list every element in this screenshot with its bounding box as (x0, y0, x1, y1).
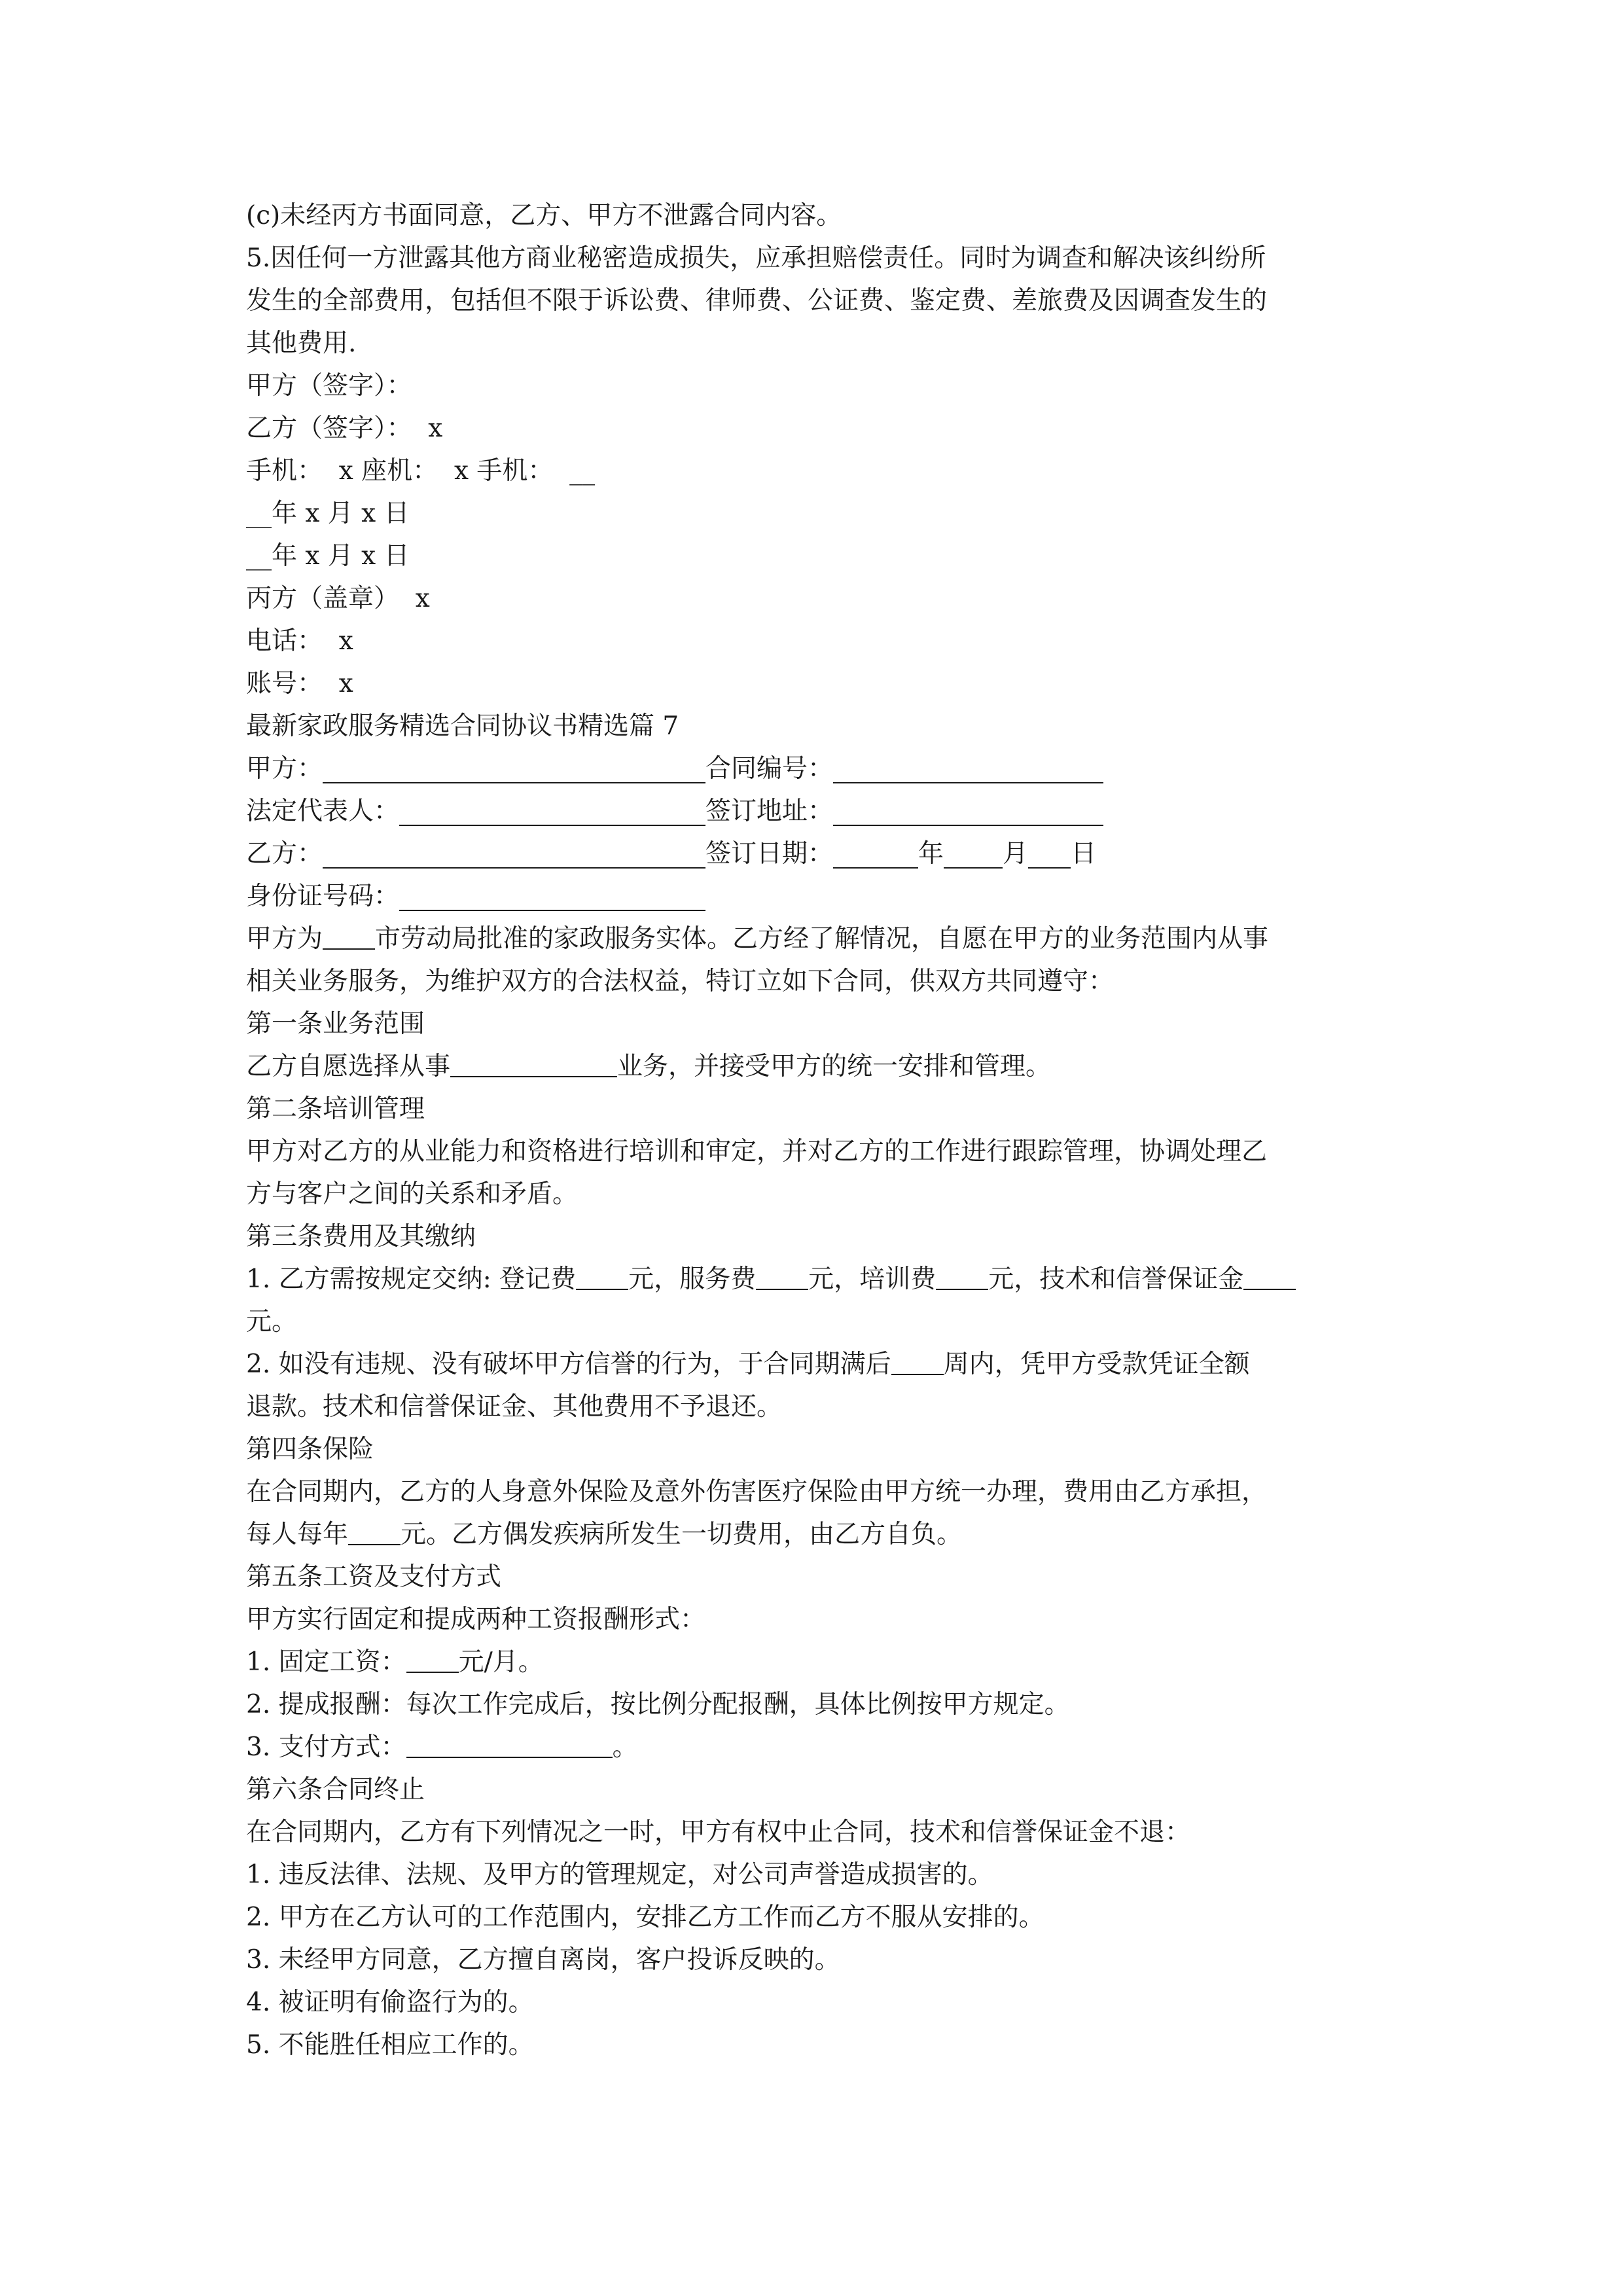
sign-address-label: 签订地址： (705, 797, 834, 826)
clause-5-line1: 5.因任何一方泄露其他方商业秘密造成损失，应承担赔偿责任。同时为调查和解决该纠纷所 (246, 243, 1266, 273)
article-5-line1: 甲方实行固定和提成两种工资报酬形式： (246, 1605, 706, 1634)
article-1-body (246, 1045, 1398, 1088)
article-6-intro: 在合同期内，乙方有下列情况之一时，甲方有权中止合同，技术和信誉保证金不退： (246, 1818, 1191, 1847)
party-a-label: 甲方： (246, 754, 323, 783)
account-line: 账号： x (246, 669, 353, 698)
refund-start: 2. 如没有违规、没有破坏甲方信誉的行为，于合同期满后 (246, 1350, 891, 1379)
document-page (246, 194, 1398, 2066)
party-a-signature: 甲方（签字）： (246, 371, 412, 401)
field-row-party-a (246, 747, 1398, 790)
section-title: 最新家政服务精选合同协议书精选篇 7 (246, 711, 679, 741)
payment-method-end: 。 (612, 1732, 638, 1762)
article-5-heading: 第五条工资及支付方式 (246, 1562, 502, 1592)
preamble-line1 (246, 918, 1398, 960)
fee-registration-label: 1. 乙方需按规定交纳: 登记费 (246, 1265, 577, 1294)
refund-rest: 周内，凭甲方受款凭证全额 (943, 1350, 1250, 1379)
article-2-line2: 方与客户之间的关系和矛盾。 (246, 1179, 579, 1209)
sign-date-label: 签订日期： (705, 839, 834, 869)
city-blank (323, 921, 375, 950)
clause-c: (c)未经丙方书面同意，乙方、甲方不泄露合同内容。 (246, 201, 842, 230)
insurance-rest: 元。乙方偶发疾病所发生一切费用，由乙方自负。 (401, 1520, 963, 1549)
insurance-start: 每人每年 (246, 1520, 349, 1549)
article-3-item2 (246, 1343, 1398, 1386)
sign-address-blank (833, 797, 1103, 826)
payment-method-label: 3. 支付方式： (246, 1732, 406, 1762)
telephone-line: 电话： x (246, 626, 353, 656)
party-c-seal: 丙方（盖章） x (246, 584, 430, 613)
id-number-label: 身份证号码： (246, 882, 400, 911)
fee-registration-blank (576, 1261, 628, 1290)
fee-service-blank (756, 1261, 808, 1290)
sign-year-blank (833, 840, 918, 869)
refund-weeks-blank (891, 1346, 944, 1375)
id-number-blank (399, 882, 705, 911)
article-1-start: 乙方自愿选择从事 (246, 1052, 451, 1081)
article-3-item1 (246, 1258, 1398, 1300)
sign-day-blank (1028, 840, 1071, 869)
legal-rep-blank (399, 797, 705, 826)
article-6-heading: 第六条合同终止 (246, 1775, 425, 1804)
fee-deposit-blank (1243, 1261, 1296, 1290)
preamble-line2: 相关业务服务，为维护双方的合法权益，特订立如下合同，供双方共同遵守： (246, 967, 1115, 996)
article-6-item2: 2. 甲方在乙方认可的工作范围内，安排乙方工作而乙方不服从安排的。 (246, 1903, 1044, 1932)
field-row-id-number (246, 875, 1398, 918)
fee-training-blank (936, 1261, 988, 1290)
party-b-blank (323, 840, 705, 869)
field-row-party-b (246, 833, 1398, 875)
article-2-line1: 甲方对乙方的从业能力和资格进行培训和审定，并对乙方的工作进行跟踪管理，协调处理乙 (246, 1137, 1268, 1166)
article-4-line1: 在合同期内，乙方的人身意外保险及意外伤害医疗保险由甲方统一办理，费用由乙方承担， (246, 1477, 1268, 1507)
article-5-item2: 2. 提成报酬：每次工作完成后，按比例分配报酬，具体比例按甲方规定。 (246, 1690, 1070, 1719)
month-label: 月 (1003, 839, 1029, 869)
article-6-item1: 1. 违反法律、法规、及甲方的管理规定，对公司声誉造成损害的。 (246, 1860, 993, 1890)
article-5-item1 (246, 1641, 1398, 1683)
article-6-item4: 4. 被证明有偷盗行为的。 (246, 1988, 534, 2017)
party-a-blank (323, 755, 705, 783)
legal-rep-label: 法定代表人： (246, 797, 400, 826)
fee-deposit-label: 元，技术和信誉保证金 (988, 1265, 1244, 1294)
phone-line: 手机： x 座机： x 手机： __ (246, 456, 596, 486)
fee-training-label: 元，培训费 (808, 1265, 936, 1294)
article-6-item3: 3. 未经甲方同意，乙方擅自离岗，客户投诉反映的。 (246, 1945, 840, 1975)
article-5-item3 (246, 1726, 1398, 1768)
year-label: 年 (918, 839, 944, 869)
article-1-heading: 第一条业务范围 (246, 1009, 425, 1039)
article-3-item2-end: 退款。技术和信誉保证金、其他费用不予退还。 (246, 1392, 783, 1422)
date-line-2: __年 x 月 x 日 (246, 541, 410, 571)
preamble-start: 甲方为 (246, 924, 323, 954)
fixed-wage-label: 1. 固定工资： (246, 1647, 406, 1677)
field-row-legal-rep (246, 790, 1398, 833)
preamble-rest: 市劳动局批准的家政服务实体。乙方经了解情况，自愿在甲方的业务范围内从事 (375, 924, 1269, 954)
insurance-blank (348, 1516, 401, 1545)
contract-no-label: 合同编号： (705, 754, 834, 783)
article-4-heading: 第四条保险 (246, 1435, 374, 1464)
article-6-item5: 5. 不能胜任相应工作的。 (246, 2030, 534, 2060)
clause-5-line3: 其他费用. (246, 329, 357, 358)
payment-method-blank (406, 1729, 613, 1758)
clause-5-line2: 发生的全部费用，包括但不限于诉讼费、律师费、公证费、鉴定费、差旅费及因调查发生的 (246, 286, 1268, 315)
article-2-heading: 第二条培训管理 (246, 1094, 425, 1124)
article-4-line2 (246, 1513, 1398, 1556)
contract-no-blank (833, 755, 1103, 783)
fixed-wage-unit: 元/月。 (458, 1647, 544, 1677)
party-b-signature: 乙方（签字）： x (246, 414, 443, 443)
party-b-label: 乙方： (246, 839, 323, 869)
day-label: 日 (1071, 839, 1097, 869)
article-3-heading: 第三条费用及其缴纳 (246, 1222, 476, 1251)
business-blank (450, 1049, 617, 1077)
date-line-1: __年 x 月 x 日 (246, 499, 410, 528)
fixed-wage-blank (406, 1644, 459, 1673)
fee-service-label: 元，服务费 (628, 1265, 757, 1294)
sign-month-blank (944, 840, 1003, 869)
article-3-item1-end: 元。 (246, 1307, 298, 1336)
article-1-rest: 业务，并接受甲方的统一安排和管理。 (617, 1052, 1052, 1081)
